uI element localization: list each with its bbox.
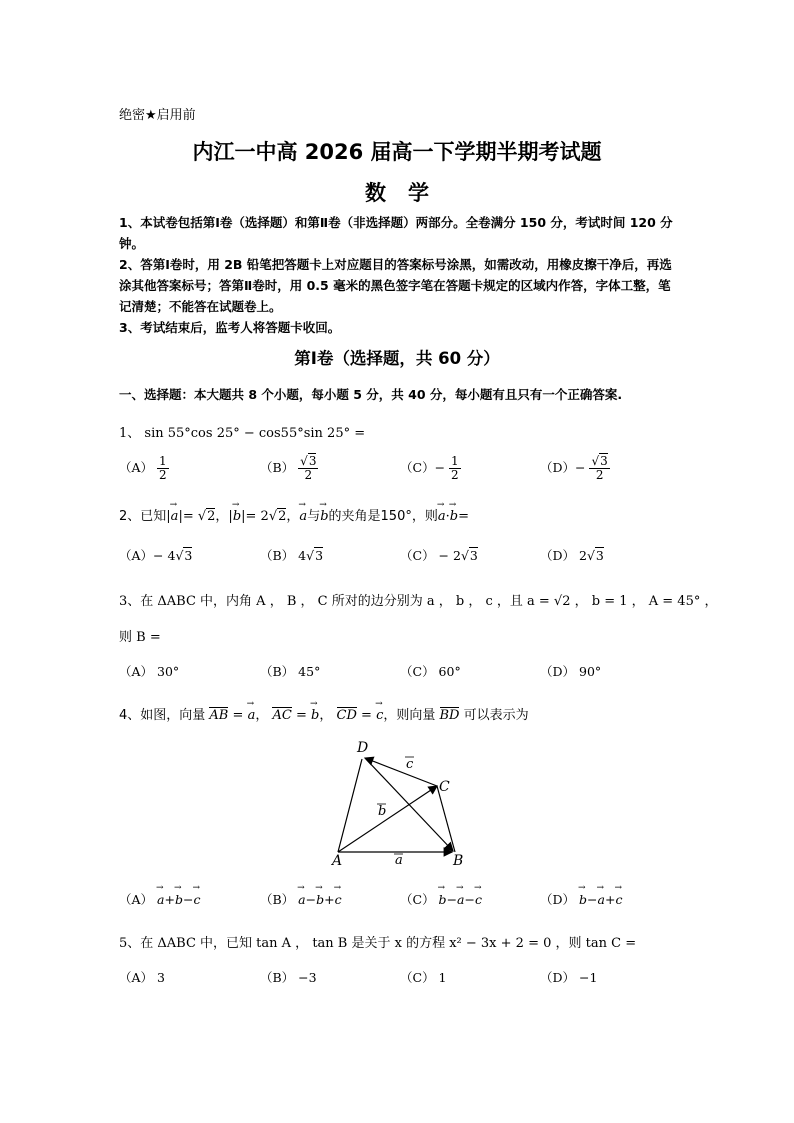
point-c: C [439, 779, 450, 795]
point-a: A [332, 853, 343, 869]
q1-option-a: （A） $\frac{1}{2}$ [119, 454, 167, 482]
q1-option-c: （C）− $\frac{1}{2}$ [400, 454, 459, 482]
q3-stem-line2: 则 B = [119, 630, 161, 645]
section-instruction: 一、选择题：本大题共 8 个小题，每小题 5 分，共 40 分，每小题有且只有一个正确答案. [119, 387, 623, 402]
point-b: B [453, 853, 464, 869]
subject-title: 数学 [365, 181, 451, 205]
q4-option-d: （D） → b−→ a+→ c [540, 890, 622, 908]
note-3: 3、考试结束后，监考人将答题卡收回。 [119, 320, 341, 335]
q3-option-a: （A） 30° [119, 664, 180, 679]
confidential-mark: 绝密★启用前 [119, 108, 196, 123]
segment-cb [437, 786, 455, 852]
q2-option-a: （A）− 4√3 [119, 548, 193, 563]
exam-notes [119, 212, 679, 338]
q3-option-c: （C） 60° [400, 664, 461, 679]
label-vector-b: b [378, 804, 387, 819]
exam-title: 内江一中高 2026 届高一下学期半期考试题 [192, 140, 602, 164]
q2-option-c: （C） − 2√3 [400, 548, 478, 563]
q4-option-c: （C） → b−→ a−→ c [400, 890, 482, 908]
q1-stem: 1、 sin 55°cos 25° − cos55°sin 25° = [119, 426, 366, 441]
point-d: D [357, 740, 369, 756]
q3-option-b: （B） 45° [260, 664, 321, 679]
section-title: 第Ⅰ卷（选择题，共 60 分） [294, 349, 500, 368]
vector-figure [320, 735, 480, 870]
note-1: 1、本试卷包括第Ⅰ卷（选择题）和第Ⅱ卷（非选择题）两部分。全卷满分 150 分，考试时间 120 分钟。 [119, 215, 673, 251]
vector-cd [365, 758, 437, 786]
q4-option-b: （B） → a−→ b+→ c [260, 890, 342, 908]
q5-option-c: （C） 1 [400, 970, 447, 985]
q4-stem: 4、如图，向量 AB = → a， AC = → b， CD = → c，则向量 BD 可以表示为 [119, 704, 529, 723]
q2-option-b: （B） 4√3 [260, 548, 324, 563]
q2-option-d: （D） 2√3 [540, 548, 604, 563]
q2-stem: 2、已知|→ a|= √2，|→ b|= 2√2，→ a与→ b的夹角是150°，则→ a·→ b= [119, 505, 469, 524]
q1-option-d: （D）− $\frac{√3}{2}$ [540, 454, 608, 482]
label-vector-a: a [395, 853, 403, 868]
q3-option-d: （D） 90° [540, 664, 602, 679]
q3-stem-line1: 3、在 ΔABC 中，内角 A ， B ， C 所对的边分别为 a ， b ， c ，且 a = √2 ， b = 1 ， A = 45° ， [119, 594, 718, 609]
q1-option-b: （B） $\frac{√3}{2}$ [260, 454, 317, 482]
q4-option-a: （A） → a+→ b−→ c [119, 890, 200, 908]
label-vector-c: c [406, 757, 414, 772]
q5-option-b: （B） −3 [260, 970, 317, 985]
q5-option-d: （D） −1 [540, 970, 598, 985]
q5-option-a: （A） 3 [119, 970, 165, 985]
note-2: 2、答第Ⅰ卷时，用 2B 铅笔把答题卡上对应题目的答案标号涂黑，如需改动，用橡皮擦干净后，再选涂其他答案标号；答第Ⅱ卷时，用 0.5 毫米的黑色签字笔在答题卡规定的区域内作答，字体工整，笔记清楚；不能答在试题卷上。 [119, 257, 672, 314]
q5-stem: 5、在 ΔABC 中，已知 tan A ， tan B 是关于 x 的方程 x² − 3x + 2 = 0 ，则 tan C = [119, 936, 637, 951]
